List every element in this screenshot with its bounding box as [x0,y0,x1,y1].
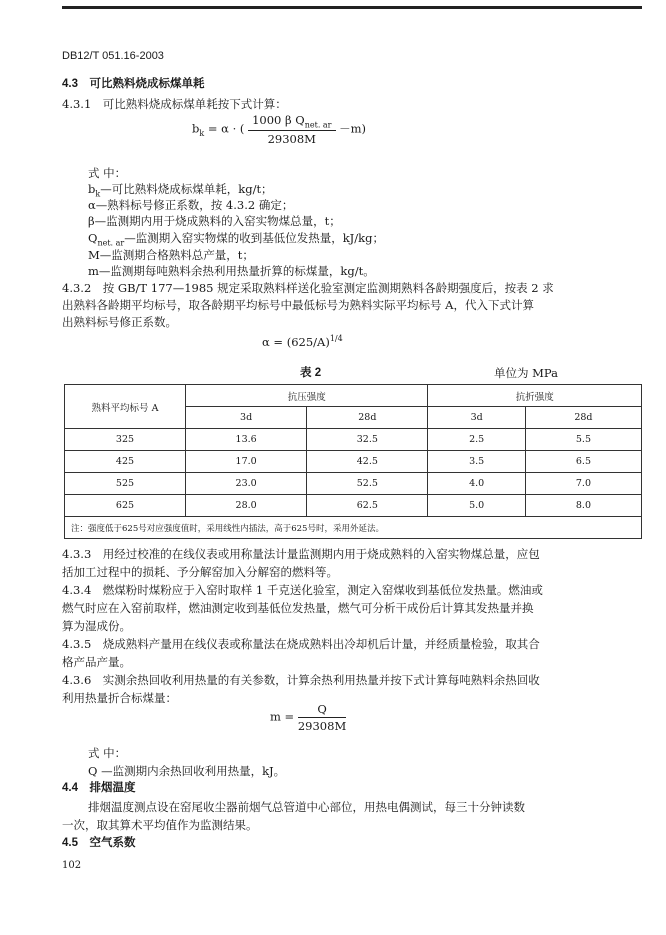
table-cell: 8.0 [525,495,641,517]
table-2 [64,384,642,539]
subhead-cell: 3d [186,407,307,429]
page-number: 102 [62,860,82,871]
table-2-unit: 单位为 MPa [494,366,559,380]
m-formula [270,702,346,733]
section-4-4-line-1: 排烟温度测点设在窑尾收尘器前烟气总管道中心部位，用热电偶测试，每三十分钟读数 [88,800,525,814]
def-bk: $b_k—$可比熟料烧成标煤单耗，kg/t； [88,182,273,199]
table-cell: 42.5 [307,451,428,473]
table-cell: 5.5 [525,429,641,451]
section-4-3-2-line-2: 出熟料各龄期平均标号，取各龄期平均标号中最低标号为熟料实际平均标号 A，代入下式计算 [62,298,534,312]
table-row [65,473,642,495]
section-4-4-title: 4.4 排烟温度 [62,782,136,794]
section-4-5-title: 4.5 空气系数 [62,837,136,849]
table-cell: 32.5 [307,429,428,451]
def-q-heat: Q —监测期内余热回收利用热量，kJ。 [88,764,286,778]
table-header-row-1 [65,385,642,407]
table-cell: 52.5 [307,473,428,495]
subhead-cell: 28d [525,407,641,429]
section-4-3-5-line-2: 格产品产量。 [62,655,131,669]
table-cell: 425 [65,451,186,473]
section-4-4-line-2: 一次，取其算术平均值作为监测结果。 [62,818,258,832]
group-compressive: 抗压强度 [186,385,428,407]
document-code: DB12/T 051.16-2003 [62,50,164,62]
table-cell: 625 [65,495,186,517]
formula-lhs: b [192,121,200,136]
table-note-row [65,517,642,539]
where-label: 式 中： [88,166,127,180]
formula-tail: －m) [339,121,367,136]
formula-mid: = α · ( [207,121,245,136]
table-row [65,429,642,451]
def-beta: β—监测期内用于烧成熟料的入窑实物煤总量，t； [88,214,341,228]
table-cell: 28.0 [186,495,307,517]
table-cell: 5.0 [428,495,525,517]
table-2-title: 表 2 [300,367,322,379]
table-cell: 3.5 [428,451,525,473]
table-note: 注：强度低于625号对应强度值时，采用线性内插法，高于625号时，采用外延法。 [65,517,642,539]
col-label: 熟料平均标号 A [65,385,186,429]
section-4-3-2-line-1: 4.3.2 按 GB/T 177—1985 规定采取熟料样送化验室测定监测期熟料各龄期强度后，按表 2 求 [62,281,554,295]
alpha-formula-text: α = (625/A) [262,334,330,349]
section-4-3-4-line-1: 4.3.4 燃煤粉时煤粉应于入窑时取样 1 千克送化验室，测定入窑煤收到基低位发热量。燃油或 [62,583,543,597]
m-formula-lhs: m = [270,709,295,724]
group-flexural: 抗折强度 [428,385,642,407]
numerator-sub: net. ar [304,120,332,130]
m-formula-denominator: 29308M [297,719,347,733]
formula-denominator: 29308M [267,132,316,147]
alpha-exponent: 1/4 [329,334,343,343]
table-cell: 17.0 [186,451,307,473]
section-4-3-4-line-3: 算为湿成份。 [62,619,131,633]
section-4-3-1-text: 4.3.1 可比熟料烧成标煤单耗按下式计算： [62,97,287,111]
formula-lhs-sub: k [199,128,205,138]
numerator-text: 1000 β Q [252,113,305,127]
def-m-lower: m—监测期每吨熟料余热利用热量折算的标煤量，kg/t。 [88,264,375,278]
table-cell: 325 [65,429,186,451]
table-cell: 6.5 [525,451,641,473]
table-cell: 23.0 [186,473,307,495]
section-4-3-6-line-1: 4.3.6 实测余热回收利用热量的有关参数，计算余热利用热量并按下式计算每吨熟料余热回收 [62,673,540,687]
formula-numerator [248,113,335,131]
table-row [65,451,642,473]
formula-fraction [248,113,335,146]
table-cell: 2.5 [428,429,525,451]
top-rule [62,6,642,9]
subhead-cell: 3d [428,407,525,429]
section-4-3-3-line-2: 括加工过程中的损耗、予分解窑加入分解窑的燃料等。 [62,565,338,579]
table-cell: 4.0 [428,473,525,495]
section-4-3-3-line-1: 4.3.3 用经过校准的在线仪表或用称量法计量监测期内用于烧成熟料的入窑实物煤总量，应包 [62,547,540,561]
section-4-3-title: 4.3 可比熟料烧成标煤单耗 [62,78,205,90]
bk-formula [192,113,366,146]
m-formula-fraction [298,702,346,733]
def-alpha: α—熟料标号修正系数，按 4.3.2 确定； [88,198,294,212]
section-4-3-6-line-2: 利用热量折合标煤量： [62,691,177,705]
table-cell: 62.5 [307,495,428,517]
table-cell: 7.0 [525,473,641,495]
m-formula-numerator: Q [298,702,346,718]
section-4-3-5-line-1: 4.3.5 烧成熟料产量用在线仪表或称量法在烧成熟料出冷却机后计量，并经质量检验，取其合 [62,637,540,651]
def-m-upper: M—监测期合格熟料总产量，t； [88,248,254,262]
section-4-3-2-line-3: 出熟料标号修正系数。 [62,315,177,329]
alpha-formula [262,334,343,349]
def-q: $Q_{net. ar}—$监测期入窑实物煤的收到基低位发热量，kJ/kg； [88,231,384,248]
table-cell: 525 [65,473,186,495]
where-label-2: 式 中： [88,746,127,760]
table-cell: 13.6 [186,429,307,451]
subhead-cell: 28d [307,407,428,429]
section-4-3-4-line-2: 燃气时应在入窑前取样，燃油测定收到基低位发热量，燃气可分析干成份后计算其发热量并换 [62,601,534,615]
table-row [65,495,642,517]
